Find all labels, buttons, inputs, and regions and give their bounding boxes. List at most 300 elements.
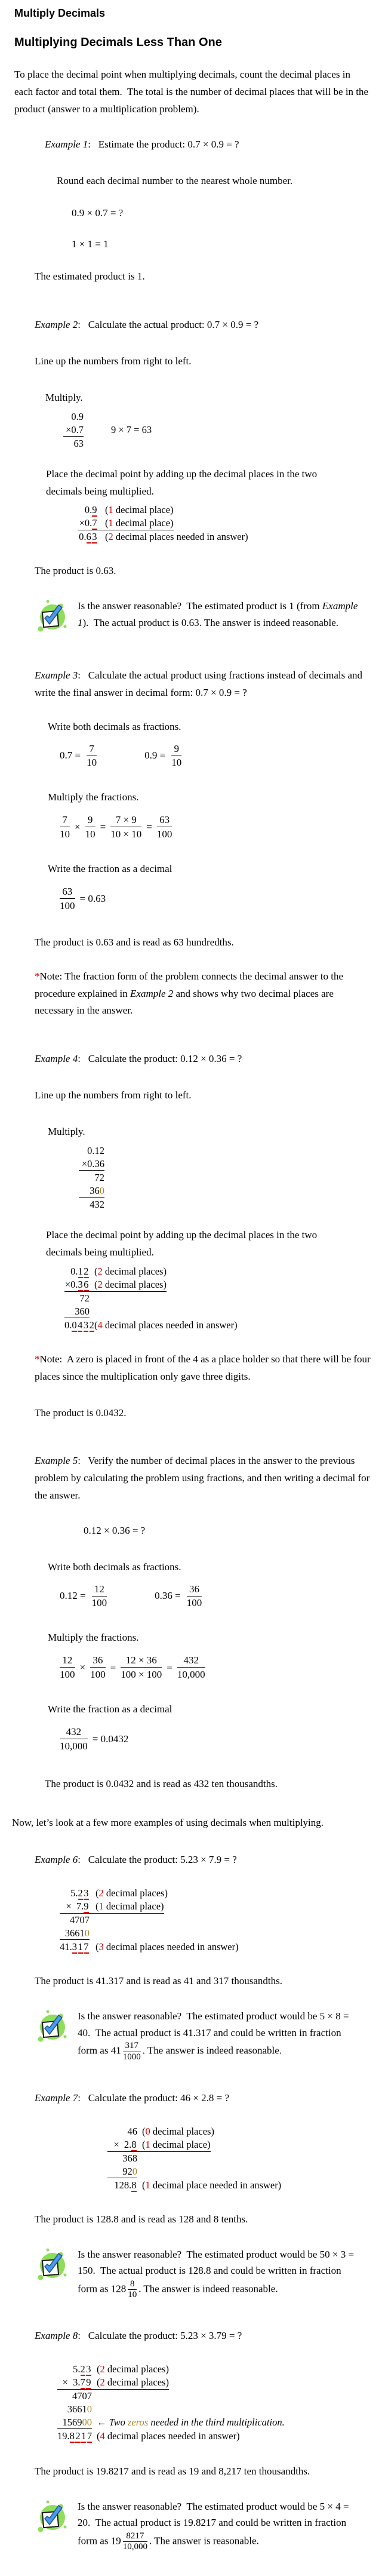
work-number [64, 1278, 90, 1291]
work-annotation [94, 1319, 238, 1331]
text-run: 19. [57, 2430, 70, 2442]
work-number [63, 423, 84, 437]
work-row [60, 1914, 90, 1927]
fraction-equation [60, 1583, 107, 1609]
text-run: 368 [122, 2152, 137, 2164]
text-run: 0 [145, 2125, 150, 2137]
text-run: 63 [73, 437, 84, 449]
fraction [123, 2531, 147, 2553]
fraction-numerator: 63 [60, 885, 75, 899]
text-run: 00 [82, 2417, 92, 2428]
work-annotation [105, 503, 174, 516]
fraction-denominator: 100 [156, 828, 172, 840]
text-run: 8 [131, 2179, 137, 2191]
work-row [60, 1941, 239, 1954]
fraction-denominator: 10 [60, 828, 70, 840]
text-run: 2 [97, 1278, 103, 1290]
text-run: 3661 [64, 1927, 85, 1939]
equation-lead: 0.7 = [60, 750, 81, 762]
text-run: and shows why two decimal places are necessary in the answer. [35, 987, 334, 1017]
text-run: 72 [79, 1292, 90, 1304]
work-annotation [94, 1278, 167, 1291]
fraction-numerator: 12 [60, 1654, 75, 1668]
text-run: 3 [72, 1941, 77, 1953]
work-row [78, 517, 174, 530]
work-number [107, 2138, 137, 2151]
work-annotation [111, 423, 152, 436]
text-run: 0 [87, 2403, 92, 2415]
text-run: decimal places) [104, 2377, 169, 2388]
text-run: 2 [100, 2377, 105, 2388]
work-number [57, 2430, 92, 2442]
text-run: Is the answer reasonable? The estimated product would be 50 × 3 = 150. The actual product is 128.8 and could be written in fraction form as [78, 2248, 355, 2295]
text-run: 6 [84, 1278, 89, 1290]
work-number [60, 1900, 90, 1912]
text-run: : Verify the number of decimal places in the answer to the previous problem by calculating the problem using fractions, and then writing a decimal for the answer. [35, 1455, 370, 1502]
check-note [78, 2498, 363, 2553]
example-3-note [35, 968, 372, 1020]
green-checkbox-icon [35, 2009, 69, 2046]
example-3-fraction-equations [60, 743, 382, 769]
work-number [57, 2403, 92, 2415]
text-run: 7 [84, 1941, 89, 1953]
text-run: ( [96, 1900, 99, 1912]
example-3-multiplication-equation [60, 813, 382, 841]
example-2-result: The product is 0.63. [35, 565, 116, 577]
equation-lead: 0.36 = [155, 1590, 181, 1602]
text-run: 4 [100, 2430, 105, 2442]
text-run: ( [142, 2179, 146, 2191]
example-8-heading [35, 2328, 372, 2345]
text-run: decimal places) [102, 1265, 167, 1277]
reasonableness-check-8 [35, 2498, 382, 2553]
work-number [107, 2125, 137, 2138]
text-run: : Estimate the product: 0.7 × 0.9 = ? [88, 138, 239, 150]
fraction-equation [60, 743, 97, 769]
fraction [157, 813, 172, 841]
fraction [60, 1654, 75, 1681]
check-text: . The answer is indeed reasonable. [142, 2044, 282, 2056]
fraction-numerator: 317 [123, 2041, 141, 2052]
text-run: Example 8 [35, 2330, 78, 2342]
fraction-denominator: 100 [90, 1669, 106, 1681]
text-run: 3 [98, 1941, 104, 1953]
equation-lead: 0.12 = [60, 1590, 86, 1602]
text-run: Example 7 [35, 2092, 78, 2104]
example-2-work-plain [63, 410, 382, 450]
work-annotation [142, 2138, 211, 2151]
text-run: 0. [84, 504, 93, 516]
fraction [60, 813, 70, 841]
text-run: 72 [94, 1171, 104, 1183]
text-run: decimal places) [104, 2363, 169, 2375]
work-row [107, 2152, 137, 2165]
fraction [187, 1583, 202, 1609]
example-1-step: Round each decimal number to the nearest whole number. [57, 174, 293, 186]
work-annotation [97, 2363, 169, 2375]
work-row [78, 530, 248, 544]
example-7-work [107, 2125, 382, 2192]
example-4-heading [35, 1051, 372, 1068]
work-annotation [94, 1265, 167, 1278]
text-run: 36 [90, 1184, 100, 1196]
work-number [64, 1292, 90, 1304]
text-run: 2 [97, 1265, 103, 1277]
work-number [78, 503, 98, 516]
fraction [85, 813, 96, 841]
text-run: : Calculate the product: 5.23 × 3.79 = ? [78, 2330, 242, 2342]
text-run: : Calculate the actual product: 0.7 × 0.9 = ? [78, 318, 259, 330]
example-5-write-decimal: Write the fraction as a decimal [48, 1703, 172, 1715]
text-run: 3 [84, 1887, 89, 1899]
text-run: 2 [84, 1265, 89, 1277]
text-run: Example 3 [35, 670, 78, 681]
example-5-result: The product is 0.0432 and is read as 432 ten thousandths. [45, 1777, 278, 1789]
fraction [60, 885, 75, 913]
text-run: 41. [60, 1941, 72, 1953]
work-row [60, 1900, 164, 1914]
text-run: 8 [69, 2430, 75, 2442]
text-run: 2 [75, 2430, 81, 2442]
text-run: 360 [75, 1305, 90, 1317]
example-4-work-places [64, 1265, 382, 1332]
text-run: ( [97, 2363, 100, 2375]
example-6-heading [35, 1852, 372, 1869]
equation-result: = 0.63 [79, 893, 106, 905]
example-4-lineup: Line up the numbers from right to left. [35, 1089, 192, 1101]
text-run: Note: The fraction form of the problem connects the decimal answer to the procedure explained in [35, 970, 344, 999]
fraction-denominator: 10 [85, 828, 96, 840]
work-number [60, 1887, 90, 1899]
work-row [107, 2138, 211, 2152]
text-run: decimal places needed in answer) [113, 531, 248, 543]
text-run: 1 [81, 2430, 87, 2442]
text-run: 0 [132, 2165, 137, 2177]
mixed-number-whole: 41 [110, 2044, 121, 2056]
text-run: Example 1 [45, 138, 88, 150]
work-row [60, 1887, 168, 1900]
text-run: × 3. [62, 2377, 81, 2388]
work-annotation [142, 2125, 214, 2138]
work-row [64, 1305, 90, 1319]
work-annotation [96, 1900, 164, 1912]
green-checkbox-icon [35, 599, 69, 636]
text-run: 0. [64, 1319, 72, 1331]
text-run: 3 [86, 2363, 91, 2375]
text-run: 2 [78, 1887, 83, 1899]
text-run: 4707 [72, 2390, 92, 2402]
example-5-equation: 0.12 × 0.36 = ? [84, 1525, 146, 1537]
fraction [177, 1654, 205, 1681]
text-run: ( [94, 1278, 98, 1290]
work-number [64, 1265, 90, 1278]
work-number [64, 1305, 90, 1318]
example-4-multiply-label: Multiply. [48, 1126, 85, 1138]
text-run: ( [142, 2125, 146, 2137]
text-run: ×0. [64, 1278, 78, 1290]
work-number [107, 2179, 137, 2191]
text-run: decimal place needed in answer) [150, 2179, 282, 2191]
fraction [123, 2041, 141, 2062]
text-run: 0 [99, 1184, 104, 1196]
work-number [107, 2152, 137, 2164]
text-run: 3 [92, 531, 97, 543]
fraction [60, 1725, 88, 1753]
work-annotation [142, 2179, 281, 2191]
example-6-result: The product is 41.317 and is read as 41 and 317 thousandths. [35, 1975, 283, 1987]
text-run: 1 [108, 504, 113, 516]
text-run: Note: A zero is placed in front of the 4 as a place holder so that there will be four places since the multiplication only gave three digits. [35, 1353, 371, 1382]
green-checkbox-icon [35, 2248, 69, 2285]
work-annotation [97, 2376, 169, 2388]
work-number [107, 2165, 137, 2178]
text-run: ×0.7 [66, 423, 84, 435]
work-number [78, 517, 98, 529]
work-row [79, 1171, 104, 1184]
example-2-lineup: Line up the numbers from right to left. [35, 355, 192, 367]
text-run: needed in the third multiplication. [148, 2417, 285, 2428]
check-note [78, 2008, 363, 2062]
text-run: * [35, 970, 40, 982]
text-run: * [35, 1353, 40, 1365]
fraction-equation [144, 743, 181, 769]
fraction [90, 1654, 106, 1681]
work-number [79, 1144, 104, 1157]
text-run: 8 [131, 2138, 137, 2150]
times-operator: × [79, 1661, 86, 1673]
fraction-denominator: 10 [128, 2289, 137, 2299]
work-number [57, 2416, 92, 2429]
work-number [79, 1171, 104, 1184]
text-run: 432 [90, 1198, 104, 1210]
work-row [79, 1157, 104, 1171]
work-number [57, 2390, 92, 2402]
text-run: ). The actual product is 0.63. The answer is indeed reasonable. [82, 616, 338, 628]
example-1-result: The estimated product is 1. [35, 271, 145, 283]
fraction-denominator: 10 [171, 756, 182, 768]
text-run: : Calculate the product: 0.12 × 0.36 = ? [78, 1053, 242, 1065]
text-run: 5. [73, 2363, 81, 2375]
text-run: decimal place) [103, 1900, 164, 1912]
fraction-denominator: 10 [87, 756, 97, 768]
example-3-heading [35, 667, 372, 702]
work-row [57, 2363, 169, 2376]
text-run: decimal place) [150, 2138, 211, 2150]
text-run: ×0.36 [81, 1157, 104, 1169]
check-text: . The answer is indeed reasonable. [138, 2283, 278, 2295]
example-8-result: The product is 19.8217 and is read as 19 and 8,217 ten thousandths. [35, 2466, 310, 2477]
fraction-numerator: 432 [60, 1725, 88, 1739]
text-run: Is the answer reasonable? The estimated product would be 5 × 4 = 20. The actual product is 19.8217 and could be written in fraction form as [78, 2500, 349, 2547]
text-run: 0 [84, 1927, 90, 1939]
work-row [78, 503, 174, 517]
text-run: 3661 [67, 2403, 87, 2415]
fraction-numerator: 12 × 36 [121, 1654, 162, 1668]
section-title: Multiplying Decimals Less Than One [14, 36, 222, 49]
fraction [121, 1654, 162, 1681]
transition-paragraph: Now, let’s look at a few more examples of using decimals when multiplying. [12, 1816, 324, 1828]
example-1-heading [45, 136, 382, 153]
fraction-denominator: 100 [91, 1596, 107, 1608]
fraction-denominator: 10,000 [60, 1740, 88, 1752]
fraction-numerator: 12 [92, 1583, 107, 1596]
text-run: 0. [70, 1265, 78, 1277]
text-run: decimal places) [102, 1278, 167, 1290]
text-run: 2 [108, 531, 113, 543]
text-run: 9 [92, 504, 97, 516]
text-run: : Calculate the product: 46 × 2.8 = ? [78, 2092, 230, 2104]
fraction-denominator: 100 [186, 1596, 202, 1608]
fraction-denominator: 100 [60, 1669, 75, 1681]
reasonableness-check-7 [35, 2246, 382, 2301]
text-run: Example 2 [35, 318, 78, 330]
work-annotation [96, 1887, 168, 1899]
example-1-equation-1: 0.9 × 0.7 = ? [72, 207, 124, 219]
work-number [63, 437, 84, 450]
text-run: Example 5 [35, 1455, 78, 1467]
text-run: 6 [86, 531, 91, 543]
work-row [79, 1184, 104, 1198]
equals-sign: = [146, 821, 152, 833]
text-run: 1 [78, 1265, 83, 1277]
work-row [107, 2165, 137, 2179]
example-4-result: The product is 0.0432. [35, 1407, 127, 1419]
work-number [79, 1198, 104, 1211]
text-run: decimal places) [150, 2125, 214, 2137]
work-annotation [105, 530, 248, 543]
work-row [107, 2125, 214, 2138]
text-run: 7 [80, 2377, 85, 2388]
work-row [64, 1292, 90, 1305]
work-number [78, 530, 98, 543]
work-row [57, 2430, 240, 2443]
fraction [128, 2279, 137, 2301]
text-run: 4 [97, 1319, 103, 1331]
text-run: decimal place) [113, 504, 174, 516]
fraction-numerator: 8217 [123, 2531, 147, 2542]
example-3-decimal-equation [60, 885, 382, 913]
text-run: ( [94, 1265, 98, 1277]
fraction-numerator: 36 [90, 1654, 106, 1668]
fraction-numerator: 432 [177, 1654, 205, 1668]
text-run: 3 [78, 1278, 83, 1290]
fraction [87, 743, 97, 769]
reasonableness-check-6 [35, 2008, 382, 2062]
work-number [64, 1319, 94, 1331]
fraction-denominator: 10 × 10 [110, 828, 142, 840]
text-run: Two [109, 2417, 128, 2428]
text-run: 1569 [62, 2417, 82, 2428]
text-run: 2 [89, 1319, 94, 1331]
example-5-decimal-equation [60, 1725, 382, 1753]
text-run: : Calculate the actual product using fractions instead of decimals and write the final answer in decimal form: 0.7 × 0.9 = ? [35, 670, 363, 699]
work-number [60, 1914, 90, 1926]
text-run: ( [142, 2138, 146, 2150]
text-run: Is the answer reasonable? The estimated product is 1 (from [78, 600, 322, 612]
work-number [57, 2363, 92, 2375]
text-run: 2 [98, 1887, 104, 1899]
check-note [78, 598, 363, 631]
fraction-numerator: 9 [85, 813, 96, 827]
work-row [79, 1144, 104, 1157]
example-3-write-decimal: Write the fraction as a decimal [48, 863, 172, 875]
text-run: Example 1 [78, 600, 358, 628]
text-run: 0.12 [87, 1144, 104, 1156]
text-run: Example 2 [130, 987, 174, 999]
work-row [60, 1927, 90, 1941]
equals-sign: = [167, 1661, 172, 1673]
example-5-heading [35, 1453, 372, 1505]
work-annotation [96, 1941, 239, 1953]
work-number [79, 1157, 104, 1171]
fraction-denominator: 10,000 [177, 1669, 205, 1681]
mixed-number-whole: 19 [110, 2535, 121, 2547]
example-4-note [35, 1351, 372, 1386]
text-run: Example 4 [35, 1053, 78, 1065]
example-4-work-plain [79, 1144, 382, 1211]
work-number [57, 2376, 92, 2388]
fraction-numerator: 36 [187, 1583, 202, 1596]
example-2-work-places [78, 503, 382, 544]
text-run: 0.9 [71, 410, 84, 422]
text-run: ( [96, 1941, 99, 1953]
example-3-write-fractions: Write both decimals as fractions. [48, 721, 181, 733]
text-run: 3 [83, 1319, 89, 1331]
text-run: 9 [84, 1900, 89, 1912]
example-2-multiply-label: Multiply. [45, 391, 83, 403]
work-row [63, 437, 84, 450]
equation-lead: 0.9 = [144, 750, 166, 762]
text-run: 7 [87, 2430, 93, 2442]
example-5-fraction-equations [60, 1583, 382, 1609]
text-run: decimal place) [113, 517, 174, 529]
text-run: decimal places needed in answer) [103, 1941, 239, 1953]
times-operator: × [75, 821, 81, 833]
work-row [57, 2390, 92, 2403]
text-run: 2 [100, 2363, 105, 2375]
example-5-multiply-fractions: Multiply the fractions. [48, 1631, 139, 1643]
fraction-numerator: 7 × 9 [110, 813, 141, 827]
work-row [107, 2179, 281, 2192]
text-run: ( [94, 1319, 98, 1331]
text-run: 4 [78, 1319, 83, 1331]
text-run: ( [96, 1887, 99, 1899]
example-7-heading [35, 2090, 372, 2107]
text-run: 1 [145, 2138, 150, 2150]
equation-result: = 0.0432 [92, 1733, 129, 1745]
example-3-result: The product is 0.63 and is read as 63 hundredths. [35, 936, 234, 948]
fraction-denominator: 10,000 [122, 2542, 147, 2552]
text-run: 2 [80, 2363, 85, 2375]
text-run: decimal places needed in answer) [102, 1319, 238, 1331]
fraction-denominator: 100 × 100 [121, 1669, 162, 1681]
text-run: decimal places) [103, 1887, 168, 1899]
mixed-number-whole: 128 [110, 2283, 127, 2295]
text-run: ( [105, 517, 109, 529]
text-run: 9 [86, 2377, 91, 2388]
fraction-equation [155, 1583, 202, 1609]
work-row [57, 2376, 169, 2390]
green-checkbox-icon [35, 2500, 69, 2537]
fraction-numerator: 7 [87, 743, 97, 756]
example-1-equation-2: 1 × 1 = 1 [72, 238, 109, 250]
text-run: decimal places needed in answer) [104, 2430, 240, 2442]
fraction [110, 813, 141, 841]
text-run: 0. [79, 531, 87, 543]
text-run: 0 [72, 1319, 77, 1331]
reasonableness-check-2 [35, 598, 382, 636]
work-row [64, 1265, 167, 1278]
